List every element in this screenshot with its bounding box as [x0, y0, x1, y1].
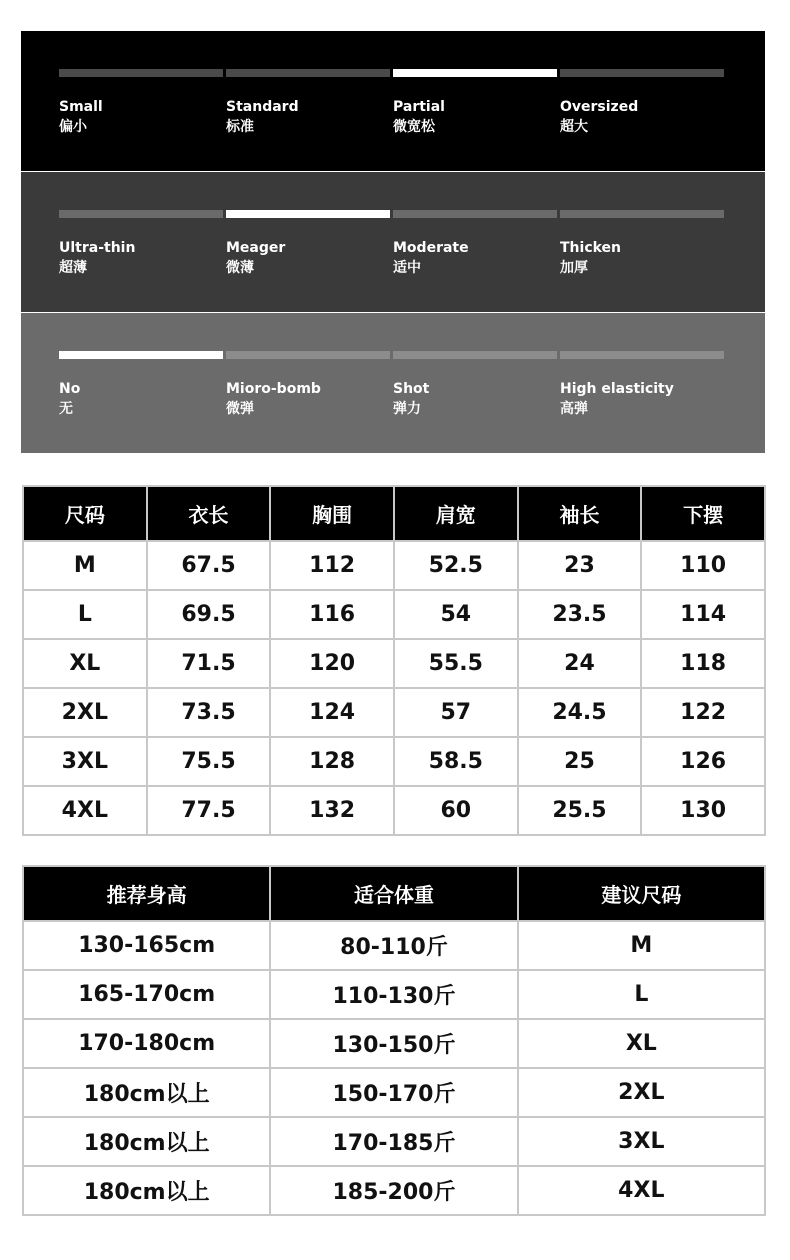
table-cell: 57 [394, 688, 518, 737]
thickness-scale-panel [21, 172, 765, 312]
table-cell: 170-185斤 [270, 1117, 517, 1166]
table-cell: 110 [641, 541, 765, 590]
fit-label-small: Small 偏小 [59, 99, 103, 135]
table-cell: 24 [518, 639, 642, 688]
fit-label-standard: Standard 标准 [226, 99, 299, 135]
fit-label-oversized: Oversized 超大 [560, 99, 639, 135]
table-cell: 130-150斤 [270, 1019, 517, 1068]
fit-segment-oversized [560, 69, 724, 77]
header-length: 衣长 [147, 486, 271, 541]
header-sleeve: 袖长 [518, 486, 642, 541]
table-cell: 60 [394, 786, 518, 835]
table-cell: 150-170斤 [270, 1068, 517, 1117]
header-size: 尺码 [23, 486, 147, 541]
fit-scale-panel [21, 31, 765, 171]
table-cell: 71.5 [147, 639, 271, 688]
table-cell: XL [518, 1019, 765, 1068]
table-row [23, 737, 765, 786]
table-row [23, 590, 765, 639]
thickness-segment-ultra-thin [59, 210, 223, 218]
table-cell: 2XL [518, 1068, 765, 1117]
table-row [23, 639, 765, 688]
header-suggested-size: 建议尺码 [518, 866, 765, 921]
table-cell: XL [23, 639, 147, 688]
fit-segment-partial [393, 69, 557, 77]
table-cell: 75.5 [147, 737, 271, 786]
elasticity-label-shot: Shot 弹力 [393, 381, 430, 417]
thickness-label-thicken: Thicken 加厚 [560, 240, 622, 276]
thickness-segment-thicken [560, 210, 724, 218]
table-cell: 185-200斤 [270, 1166, 517, 1215]
size-recommendation-table [22, 865, 766, 1216]
table-cell: 116 [270, 590, 394, 639]
table-row [23, 1068, 765, 1117]
table-row [23, 970, 765, 1019]
table-cell: 55.5 [394, 639, 518, 688]
table-cell: L [518, 970, 765, 1019]
table-cell: 54 [394, 590, 518, 639]
table-cell: L [23, 590, 147, 639]
table-cell: 130-165cm [23, 921, 270, 970]
header-height: 推荐身高 [23, 866, 270, 921]
table-cell: 77.5 [147, 786, 271, 835]
table-cell: 124 [270, 688, 394, 737]
table-cell: 58.5 [394, 737, 518, 786]
table-cell: M [23, 541, 147, 590]
thickness-segment-meager [226, 210, 390, 218]
table-cell: 25 [518, 737, 642, 786]
thickness-segment-moderate [393, 210, 557, 218]
table-cell: 23 [518, 541, 642, 590]
fit-segment-small [59, 69, 223, 77]
table-row [23, 1019, 765, 1068]
table-cell: 120 [270, 639, 394, 688]
table-cell: 112 [270, 541, 394, 590]
table-cell: 25.5 [518, 786, 642, 835]
table-cell: 52.5 [394, 541, 518, 590]
table-cell: 165-170cm [23, 970, 270, 1019]
table-cell: 73.5 [147, 688, 271, 737]
table-cell: 80-110斤 [270, 921, 517, 970]
table-cell: 4XL [518, 1166, 765, 1215]
table-cell: 122 [641, 688, 765, 737]
table-cell: 128 [270, 737, 394, 786]
table-header-row [23, 486, 765, 541]
table-cell: 132 [270, 786, 394, 835]
elasticity-label-high: High elasticity 高弹 [560, 381, 674, 417]
table-row [23, 1117, 765, 1166]
table-cell: 24.5 [518, 688, 642, 737]
table-cell: 170-180cm [23, 1019, 270, 1068]
table-cell: 180cm以上 [23, 1117, 270, 1166]
table-cell: 180cm以上 [23, 1166, 270, 1215]
elasticity-segment-no [59, 351, 223, 359]
table-row [23, 1166, 765, 1215]
table-cell: 114 [641, 590, 765, 639]
thickness-label-ultra-thin: Ultra-thin 超薄 [59, 240, 136, 276]
header-chest: 胸围 [270, 486, 394, 541]
size-chart-table [22, 485, 766, 836]
elasticity-segment-high [560, 351, 724, 359]
elasticity-segment-shot [393, 351, 557, 359]
table-cell: 110-130斤 [270, 970, 517, 1019]
header-weight: 适合体重 [270, 866, 517, 921]
table-row [23, 541, 765, 590]
table-cell: 3XL [23, 737, 147, 786]
table-cell: M [518, 921, 765, 970]
elasticity-label-mioro-bomb: Mioro-bomb 微弹 [226, 381, 321, 417]
header-hem: 下摆 [641, 486, 765, 541]
table-cell: 2XL [23, 688, 147, 737]
header-shoulder: 肩宽 [394, 486, 518, 541]
table-cell: 67.5 [147, 541, 271, 590]
table-row [23, 786, 765, 835]
thickness-label-moderate: Moderate 适中 [393, 240, 469, 276]
table-header-row [23, 866, 765, 921]
table-cell: 180cm以上 [23, 1068, 270, 1117]
table-cell: 130 [641, 786, 765, 835]
elasticity-label-no: No 无 [59, 381, 81, 417]
table-cell: 3XL [518, 1117, 765, 1166]
elasticity-scale-panel [21, 313, 765, 453]
table-cell: 4XL [23, 786, 147, 835]
table-row [23, 688, 765, 737]
table-cell: 23.5 [518, 590, 642, 639]
fit-segment-standard [226, 69, 390, 77]
table-row [23, 921, 765, 970]
table-cell: 126 [641, 737, 765, 786]
table-cell: 69.5 [147, 590, 271, 639]
thickness-label-meager: Meager 微薄 [226, 240, 286, 276]
table-cell: 118 [641, 639, 765, 688]
fit-label-partial: Partial 微宽松 [393, 99, 445, 135]
elasticity-segment-mioro-bomb [226, 351, 390, 359]
